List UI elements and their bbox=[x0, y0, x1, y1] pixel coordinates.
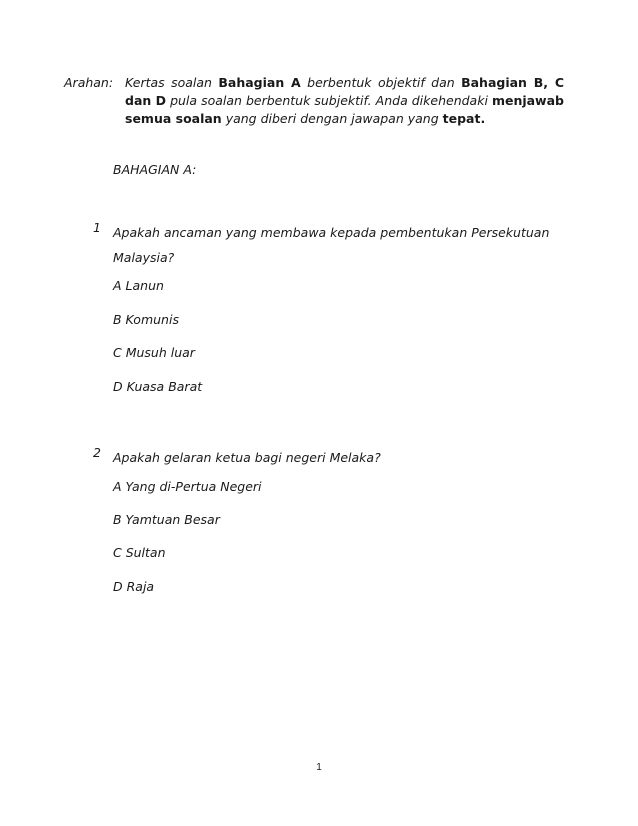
option-d: D Kuasa Barat bbox=[113, 379, 203, 394]
instructions-text-part: yang diberi dengan jawapan yang bbox=[221, 111, 443, 126]
instructions-label: Arahan: bbox=[64, 75, 114, 90]
instructions-bold-bahagian-bcd: Bahagian B, C dan D bbox=[125, 75, 564, 108]
instructions-bold-tepat: tepat. bbox=[442, 111, 486, 126]
option-d: D Raja bbox=[113, 579, 155, 594]
section-title: BAHAGIAN A: bbox=[113, 162, 197, 177]
question-number: 1 bbox=[93, 220, 101, 235]
instructions-text-part: pula soalan berbentuk subjektif. Anda dikehendaki bbox=[166, 93, 492, 108]
question-text-line: Apakah ancaman yang membawa kepada pembentukan Persekutuan bbox=[113, 225, 550, 240]
instructions-bold-menjawab: menjawab semua soalan bbox=[125, 93, 564, 126]
option-a: A Yang di-Pertua Negeri bbox=[113, 479, 262, 494]
option-b: B Yamtuan Besar bbox=[113, 512, 220, 527]
question-text bbox=[113, 445, 563, 470]
instructions-text-part: Kertas soalan bbox=[125, 75, 219, 90]
option-b: B Komunis bbox=[113, 312, 179, 327]
option-a: A Lanun bbox=[113, 278, 164, 293]
instructions bbox=[64, 74, 564, 128]
instructions-text-part: berbentuk objektif dan bbox=[300, 75, 462, 90]
question-text bbox=[113, 220, 563, 270]
instructions-text bbox=[125, 74, 564, 128]
page-number: 1 bbox=[316, 762, 322, 773]
question-text-line: Malaysia? bbox=[113, 250, 175, 265]
instructions-bold-bahagian-a: Bahagian A bbox=[218, 75, 301, 90]
question-text-line: Apakah gelaran ketua bagi negeri Melaka? bbox=[113, 450, 381, 465]
option-c: C Musuh luar bbox=[113, 345, 195, 360]
option-c: C Sultan bbox=[113, 545, 166, 560]
question-number: 2 bbox=[93, 445, 101, 460]
